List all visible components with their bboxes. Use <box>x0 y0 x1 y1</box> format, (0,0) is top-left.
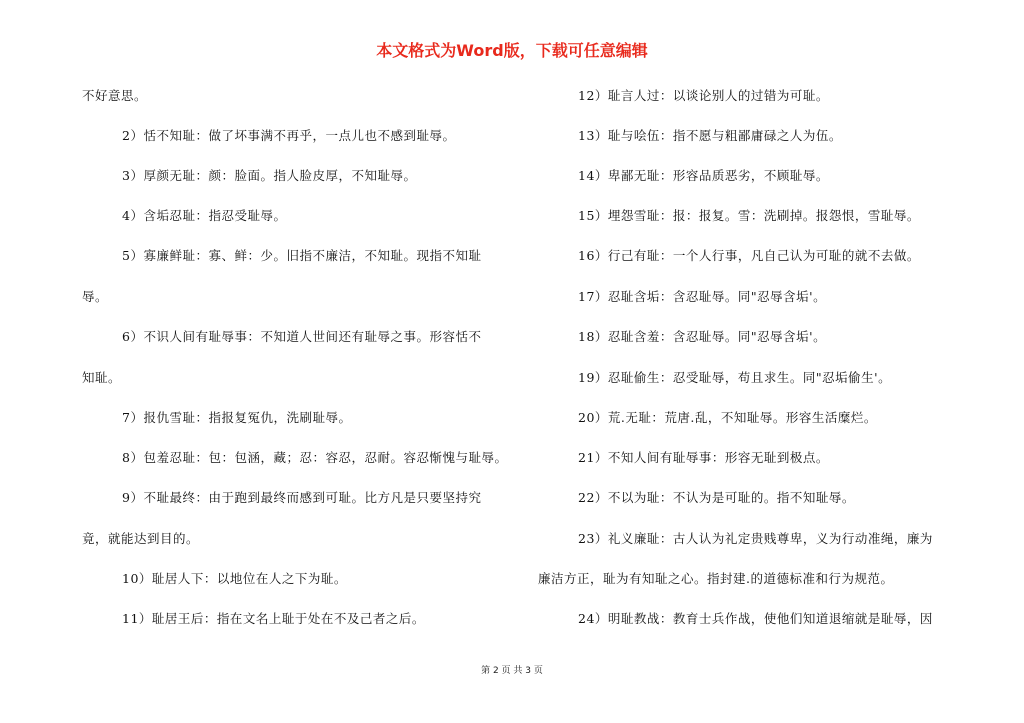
left-column <box>82 0 512 723</box>
text-line: 21）不知人间有耻辱事：形容无耻到极点。 <box>578 450 829 465</box>
text-line: 廉洁方正，耻为有知耻之心。指封建.的道德标准和行为规范。 <box>538 571 894 586</box>
text-line: 20）荒.无耻：荒唐.乱，不知耻辱。形容生活糜烂。 <box>578 410 877 425</box>
text-line: 9）不耻最终：由于跑到最终而感到可耻。比方凡是只要坚持究 <box>122 490 482 505</box>
text-line: 11）耻居王后：指在文名上耻于处在不及己者之后。 <box>122 611 425 626</box>
text-line: 4）含垢忍耻：指忍受耻辱。 <box>122 208 287 223</box>
text-line: 7）报仇雪耻：指报复冤仇，洗刷耻辱。 <box>122 410 352 425</box>
text-line: 16）行己有耻：一个人行事，凡自己认为可耻的就不去做。 <box>578 248 920 263</box>
right-column <box>530 0 960 723</box>
text-line: 知耻。 <box>82 370 122 385</box>
text-line: 3）厚颜无耻：颜：脸面。指人脸皮厚，不知耻辱。 <box>122 168 417 183</box>
text-line: 10）耻居人下：以地位在人之下为耻。 <box>122 571 347 586</box>
text-line: 14）卑鄙无耻：形容品质恶劣，不顾耻辱。 <box>578 168 829 183</box>
text-line: 5）寡廉鲜耻：寡、鲜：少。旧指不廉洁，不知耻。现指不知耻 <box>122 248 482 263</box>
text-line: 22）不以为耻：不认为是可耻的。指不知耻辱。 <box>578 490 855 505</box>
text-line: 15）埋怨雪耻：报：报复。雪：洗刷掉。报怨恨，雪耻辱。 <box>578 208 920 223</box>
header-banner: 本文格式为Word版，下载可任意编辑 <box>376 41 648 60</box>
text-line: 24）明耻教战：教育士兵作战，使他们知道退缩就是耻辱，因 <box>578 611 933 626</box>
page-number: 第 2 页 共 3 页 <box>481 666 543 676</box>
text-line: 不好意思。 <box>82 88 148 103</box>
text-line: 12）耻言人过：以谈论别人的过错为可耻。 <box>578 88 829 103</box>
text-line: 8）包羞忍耻：包：包涵，藏；忍：容忍，忍耐。容忍惭愧与耻辱。 <box>122 450 508 465</box>
text-line: 19）忍耻偷生：忍受耻辱，苟且求生。同"忍垢偷生'。 <box>578 370 892 385</box>
text-line: 17）忍耻含垢：含忍耻辱。同"忍辱含垢'。 <box>578 289 827 304</box>
text-line: 竟，就能达到目的。 <box>82 531 200 546</box>
text-line: 18）忍耻含羞：含忍耻辱。同"忍辱含垢'。 <box>578 329 827 344</box>
text-line: 辱。 <box>82 289 109 304</box>
text-line: 2）恬不知耻：做了坏事满不再乎，一点儿也不感到耻辱。 <box>122 128 456 143</box>
text-line: 23）礼义廉耻：古人认为礼定贵贱尊卑，义为行动准绳，廉为 <box>578 531 933 546</box>
text-line: 13）耻与哙伍：指不愿与粗鄙庸碌之人为伍。 <box>578 128 842 143</box>
text-line: 6）不识人间有耻辱事：不知道人世间还有耻辱之事。形容恬不 <box>122 329 482 344</box>
